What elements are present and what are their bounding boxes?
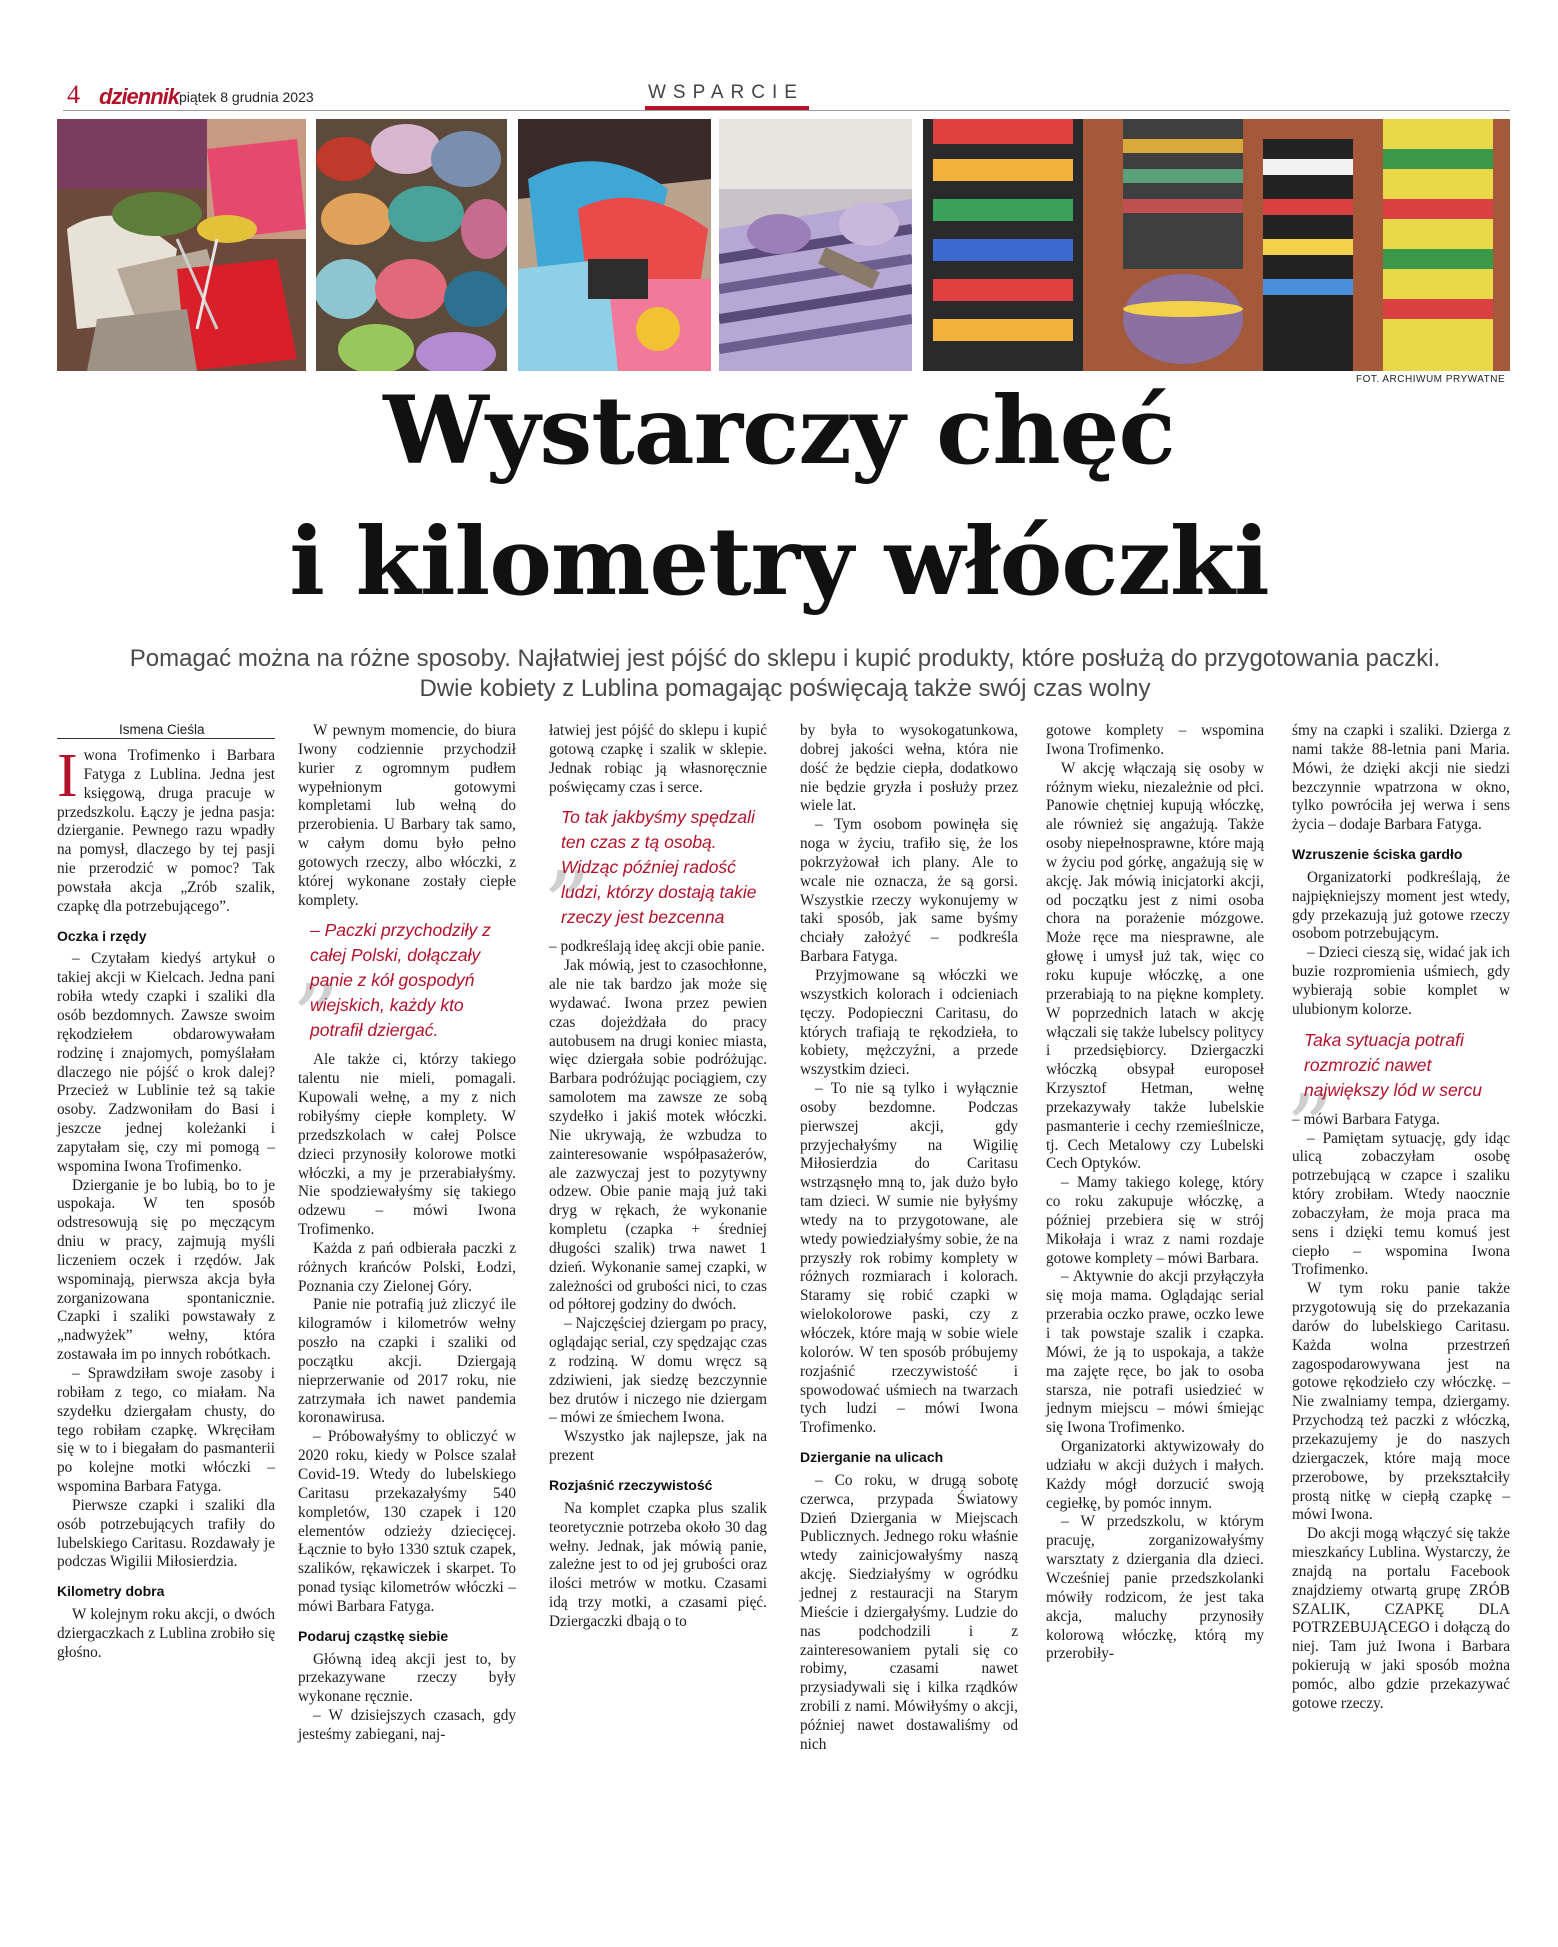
masthead [63,80,1510,110]
article-column-2 [294,722,516,1745]
paragraph: – Sprawdziłam swoje zasoby i robiłam z tego, co miałam. Na szydełku dziergałam chusty, do tego robiłam czapkę. Wkręciłam się w to i biegałam do pasmanterii po kolejne motki włóczki – wspomina Barbara Fatyga. [57,1365,275,1496]
paragraph: – Tym osobom powinęła się noga w życiu, trafiło się, że los pokrzyżował ich plany. Ale to wcale nie oznacza, że są gorsi. Wszystkie rzeczy wykonujemy w taki sposób, jak same byśmy chciały założyć – podkreśla Barbara Fatyga. [800,816,1018,966]
photo-striped-knit-spool [719,119,912,371]
article-column-1 [57,722,275,1663]
photo-credit: FOT. ARCHIWUM PRYWATNE [1356,374,1506,385]
paragraph: Panie nie potrafią już zliczyć ile kilogramów i kilometrów wełny poszło na czapki i szaliki od początku akcji. Dziergają nieprzerwanie od 2017 roku, nie zatrzymała ich nawet pandemia koronawirusa. [298,1296,516,1427]
paragraph: łatwiej jest pójść do sklepu i kupić gotową czapkę i szalik w sklepie. Jednak robiąc ją własnoręcznie poświęcamy czas i serce. [549,722,767,796]
photo-knitwear-pile [57,119,306,371]
photo-striped-scarves [923,119,1510,371]
masthead-rule [63,110,1510,111]
paragraph: – To nie są tylko i wyłącznie osoby bezdomne. Podczas pierwszej akcji, gdy przyjechałyśmy na Wigilię Miłosierdzia do Caritasu wstrząsnęło mną to, jak dużo było tam dzieci. W sumie nie byłyśmy wtedy na to przygotowane, ale wtedy powiedziałyśmy sobie, że na przyszły rok robimy komplety w różnych rozmiarach i kolorach. Staramy się robić czapki w wielokolorowe paski, czy z włóczek, które mają w sobie wiele kolorów. W ten sposób próbujemy rozjaśnić rzeczywistość i spowodować uśmiech na twarzach tych ludzi – mówi Iwona Trofimenko. [800,1080,1018,1437]
quote-mark-icon: „ [294,908,342,1016]
article-column-6 [1288,722,1510,1714]
page-number: 4 [67,80,80,109]
paragraph: Dzierganie je bo lubią, bo to je uspokaja. W ten sposób odstresowują się po męczącym dniu w pracy, zajmują myśli liczeniem oczek i rzędów. Jak wspominają, pierwsza akcja była zorganizowana spontanicznie. Czapki i szaliki powstawały z „nadwyżek” wełny, która zostawała im po innych robótkach. [57,1176,275,1364]
issue-date: piątek 8 grudnia 2023 [179,89,314,105]
paragraph: Na komplet czapka plus szalik teoretycznie potrzeba około 30 dag wełny. Jednak, jak mówią panie, zależne jest to od jej grubości oraz ilości metrów w motku. Czasami idą trzy motki, a czasami pięć. Dziergaczki dbają o to [549,1499,767,1630]
paragraph: – W dzisiejszych czasach, gdy jesteśmy zabiegani, naj- [298,1707,516,1743]
paragraph: Organizatorki aktywizowały do udziału w akcji dużych i małych. Każdy mógł dorzucić swoją cegiełkę, by pomóc innym. [1046,1438,1264,1512]
article-column-3 [545,722,767,1632]
photo-colourful-hats [518,119,711,371]
paragraph: W tym roku panie także przygotowują się do przekazania darów do lubelskiego Caritasu. Każda wolna przestrzeń zagospodarowywana jest na gotowe rękodzieło czy włóczkę. – Nie zwalniamy tempa, dziergamy. Przychodzą też paczki z włóczką, przekazujemy je do naszych dziergaczek, które mają moce przerobowe, by przekształciły prostą nitkę w ciepłą czapkę – mówi Iwona. [1292,1280,1510,1524]
quote-mark-icon: „ [545,795,593,903]
paragraph: gotowe komplety – wspomina Iwona Trofimenko. [1046,722,1264,758]
paragraph: – podkreślają ideę akcji obie panie. [549,938,765,956]
paragraph: by była to wysokogatunkowa, dobrej jakości wełna, która nie dość że będzie ciepła, dodatkowo nie będzie gryzła i posłuży przez wiele lat. [800,722,1018,815]
paragraph: Przyjmowane są włóczki we wszystkich kolorach i odcieniach tęczy. Podopieczni Caritasu, do których trafiają te rękodzieła, to kobiety, mężczyźni, a przede wszystkim dzieci. [800,966,1018,1079]
pull-quote-text: To tak jakbyśmy spędzali ten czas z tą osobą. Widząc później radość ludzi, którzy dostają takie rzeczy jest bezcenna [561,807,757,928]
subheading: Wzruszenie ściska gardło [1292,846,1463,863]
paragraph: śmy na czapki i szaliki. Dzierga z nami także 88-letnia pani Maria. Mówi, że dzięki akcji nie siedzi bezczynnie wpatrzona w okno, tylko powróciła jej werwa i sens życia – dodaje Barbara Fatyga. [1292,722,1510,834]
photo-yarn-balls [316,119,507,371]
paragraph: Główną ideą akcji jest to, by przekazywane rzeczy były wykonane ręcznie. [298,1650,516,1706]
paragraph: W kolejnym roku akcji, o dwóch dziergaczkach z Lublina zrobiło się głośno. [57,1606,275,1661]
paragraph: Każda z pań odbierała paczki z różnych krańców Polski, Łodzi, Poznania czy Zielonej Góry. [298,1239,516,1295]
drop-cap: I [57,742,78,810]
paragraph: Do akcji mogą włączyć się także mieszkańcy Lublina. Wystarczy, że znajdą na portalu Facebook znajdziemy otwartą grupę ZRÓB SZALIK, CZAPKĘ DLA POTRZEBUJĄCEGO i dołączą do niej. Tam już Iwona i Barbara pokierują w jaki sposób można pomóc, albo gdzie przekazywać gotowe rzeczy. [1292,1525,1510,1712]
article-column-4 [800,722,1018,1755]
paragraph: – mówi Barbara Fatyga. [1292,1110,1440,1128]
pull-quote-text: Taka sytuacja potrafi rozmrozić nawet największy lód w sercu [1304,1029,1482,1100]
paragraph: Ale także ci, którzy takiego talentu nie mieli, pomagali. Kupowali wełnę, a my z nich robiłyśmy ciepłe komplety. W przedszkolach w całej Polsce dzieci przynosiły kolorowe motki włóczki, a my je przerabiałyśmy. Nie spodziewałyśmy się takiego odzewu – mówi Iwona Trofimenko. [298,1051,516,1239]
subheading: Podaruj cząstkę siebie [298,1627,449,1644]
subheading: Kilometry dobra [57,1583,165,1600]
paragraph: – Pamiętam sytuację, gdy idąc ulicą zobaczyłam osobę potrzebującą w czapce i szaliku który zrobiłam. Wtedy naocznie zobaczyłam, że moja praca ma sens i dzięki temu komuś jest ciepło – wspomina Iwona Trofimenko. [1292,1129,1510,1279]
paragraph: – Dzieci cieszą się, widać jak ich buzie rozpromienia uśmiech, gdy wybierają sobie komplet w ulubionym kolorze. [1292,944,1510,1018]
paragraph: – Najczęściej dziergam po pracy, oglądając serial, czy spędzając czas z rodziną. W domu wręcz są zdziwieni, jak siedzę bezczynnie bez drutów i niczego nie dziergam – mówi ze śmiechem Iwona. [549,1315,767,1427]
paragraph: Pierwsze czapki i szaliki dla osób potrzebujących trafiły do lubelskiego Caritasu. Rozdawały je podczas Wigilii Miłosierdzia. [57,1496,275,1571]
paragraph: W pewnym momencie, do biura Iwony codziennie przychodził kurier z ogromnym pudłem wypełnionym gotowymi kompletami lub wełną do przerobienia. U Barbary tak samo, w całym domu było pełno gotowych rzeczy, albo włóczki, z której wykonane zostały ciepłe komplety. [298,722,516,909]
headline-line-2: i kilometry włóczki [289,507,1269,617]
subheading: Dzierganie na ulicach [800,1449,944,1466]
headline-line-1: Wystarczy chęć [383,376,1175,486]
newspaper-logo: dziennik [99,84,180,109]
paragraph: W akcję włączają się osoby w różnym wieku, niezależnie od płci. Panowie chętniej kupują włóczkę, ale również się angażują. Także osoby niepełnosprawne, które mają w życiu pod górkę, angażują się w akcję. Jak mówią inicjatorki akcji, od początku jest z nimi osoba chora na porażenie mózgowe. Może ręce ma niesprawne, ale głowę i umysł już tak, więc co roku kupuje włóczkę, a one przerabiają to na piękne komplety. W poprzednich latach w akcję włączali się także lubelscy politycy i przedsiębiorcy. Dziergaczki włóczką obsypał europoseł Krzysztof Hetman, wełnę przekazywały także lubelskie pasmanterie i cechy rzemieślnicze, tj. Cech Metalowy czy Lubelski Cech Optyków. [1046,759,1264,1173]
pull-quote [294,908,516,1043]
subheading: Rozjaśnić rzeczywistość [549,1477,713,1493]
paragraph: – Próbowałyśmy to obliczyć w 2020 roku, kiedy w Polsce szalał Covid-19. Wtedy do lubelskiego Caritasu przekazałyśmy 540 kompletów, 130 czapek i 120 elementów odzieży dziecięcej. Łącznie to było 1330 sztuk czapek, szalików, rękawiczek i skarpet. To ponad tysiąc kilometrów włóczki – mówi Barbara Fatyga. [298,1428,516,1615]
paragraph: Organizatorki podkreślają, że najpiękniejszy moment jest wtedy, gdy przekazują już gotowe rzeczy osobom potrzebującym. [1292,868,1510,943]
byline: Ismena Cieśla [57,722,275,739]
subheading: Oczka i rzędy [57,927,147,944]
pull-quote-text: – Paczki przychodziły z całej Polski, dołączały panie z kół gospodyń wiejskich, każdy kto potrafił dziergać. [310,920,491,1041]
section-label: WSPARCIE [648,82,804,103]
paragraph: – W przedszkolu, w którym pracuję, zorganizowałyśmy warsztaty z dziergania dla dzieci. Wcześniej panie przedszkolanki mówiły rodzicom, że jest taka akcja, maluchy przynosiły kolorową włóczkę, którą my przerobiły- [1046,1513,1264,1663]
paragraph: – Czytałam kiedyś artykuł o takiej akcji w Kielcach. Jedna pani robiła wtedy czapki i szaliki dla osób bezdomnych. Zawsze swoim rękodziełem obdarowywałam rodzinę i znajomych, pomyślałam dlaczego nie pójść o krok dalej? Przecież w Lublinie też są takie osoby. Zadzwoniłam do Basi i jeszcze jednej koleżanki i zapytałam się, czy mi pomogą – wspomina Iwona Trofimenko. [57,950,275,1175]
paragraph: – Co roku, w drugą sobotę czerwca, przypada Światowy Dzień Dziergania w Miejscach Publicznych. Jednego roku właśnie wtedy zainicjowałyśmy naszą akcję. Siedziałyśmy w ogródku jednej z restauracji na Starym Mieście i dziergałyśmy. Ludzie do nas podchodzili i z zainteresowaniem pytali się co robimy, czasami nawet przysiadywali się i kilka rządków zrobili z nami. Mówiłyśmy o akcji, później nawet dostawaliśmy od nich [800,1471,1018,1753]
lead-line-1: Pomagać można na różne sposoby. Najłatwiej jest pójść do sklepu i kupić produkty, które posłużą do przygotowania paczki. [129,645,1441,672]
photo-strip [57,119,1510,371]
pull-quote [545,795,767,930]
lead-line-2: Dwie kobiety z Lublina pomagając poświęcają także swój czas wolny [419,675,1151,702]
quote-mark-icon: „ [1288,1017,1336,1125]
paragraph: – Aktywnie do akcji przyłączyła się moja mama. Oglądając serial przerabia oczko prawe, oczko lewe i tak powstaje szalik i czapka. Mówi, że ją to uspokaja, a także ma zajęte ręce, bo jak to osoba starsza, nie potrafi usiedzieć w jednym miejscu – mówi śmiejąc się Iwona Trofimenko. [1046,1268,1264,1437]
paragraph: Wszystko jak najlepsze, jak na prezent [549,1428,767,1465]
paragraph: – Mamy takiego kolegę, który co roku zakupuje włóczkę, a później przebiera się w strój Mikołaja i wraz z nami rozdaje gotowe komplety – mówi Barbara. [1046,1174,1264,1267]
paragraph: Jak mówią, jest to czasochłonne, ale nie tak bardzo jak może się wydawać. Iwona przez pewien czas dojeżdżała do pracy autobusem na drugi koniec miasta, więc dziergała sobie podróżując. Barbara podróżując pociągiem, czy samolotem ma zawsze ze sobą szydełko i jakiś motek włóczki. Nie ukrywają, że wzbudza to zainteresowanie współpasażerów, ale zazwyczaj jest to pozytywny odzew. Obie panie mają już taki dryg w rękach, że wykonanie kompletu (czapka + średniej długości szalik) trwa nawet 1 dzień. Wykonanie samej czapki, w zależności od grubości nici, to czas od półtorej godziny do dwóch. [549,957,767,1314]
article-column-5 [1046,722,1264,1664]
paragraph: Iwona Trofimenko i Barbara Fatyga z Lublina. Jedna jest księgową, druga pracuje w przedszkolu. Łączy je jedna pasja: dzierganie. Pewnego razu wpadły na pomysł, dlaczego by tej pasji nie przerodzić w pomoc? Tak powstała akcja „Zrób szalik, czapkę dla potrzebującego”. [57,742,275,915]
